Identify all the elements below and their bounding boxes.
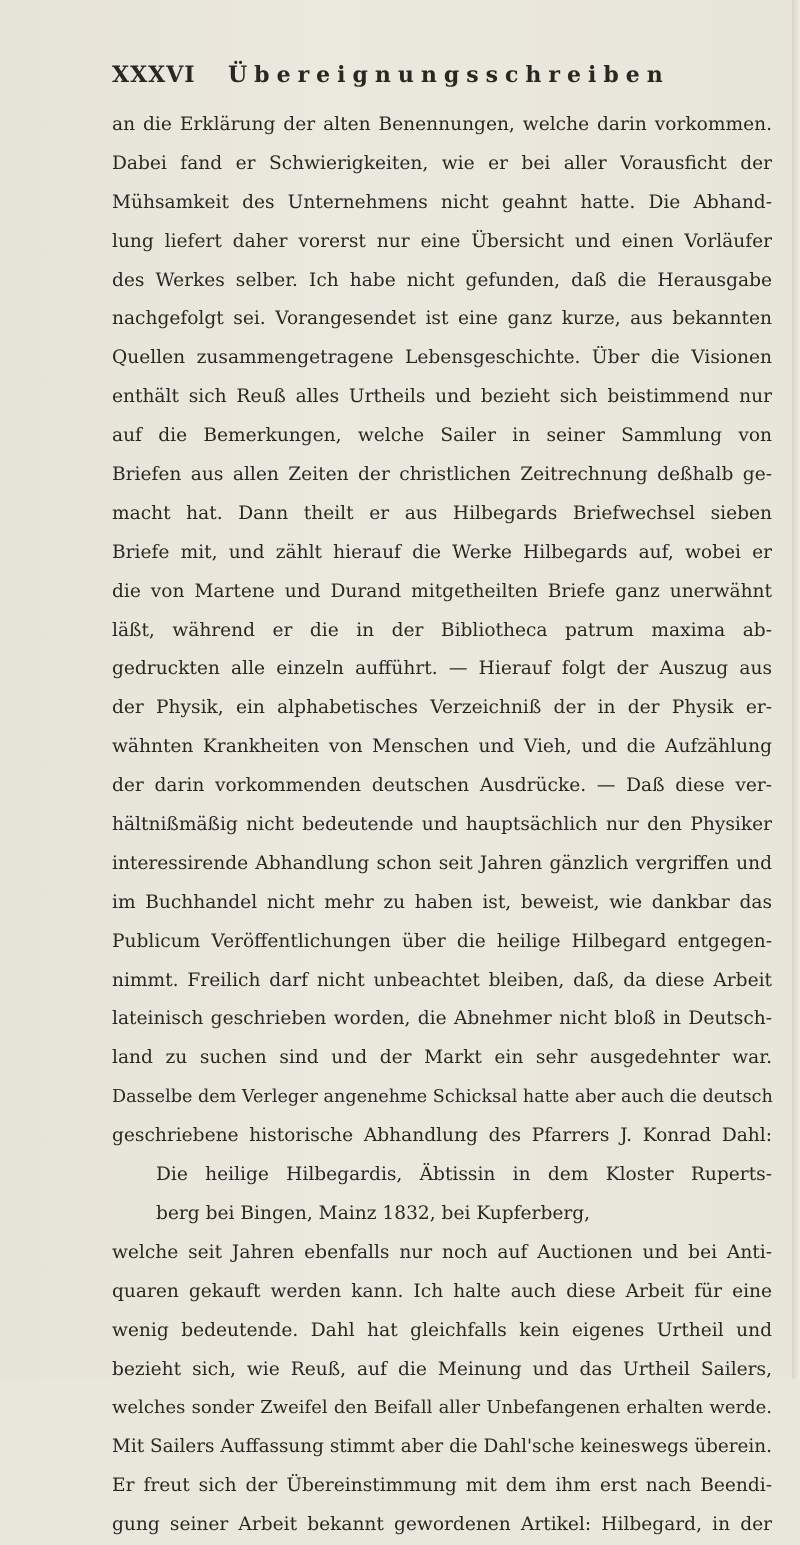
text-line: wenig bedeutende. Dahl hat gleichfalls kein eigenes Urtheil und [112,1319,772,1341]
text-line: lung liefert daher vorerst nur eine Übersicht und einen Vorläufer [112,230,772,252]
text-line: des Werkes selber. Ich habe nicht gefunden, daß die Herausgabe [112,269,772,291]
text-line: Dasselbe dem Verleger angenehme Schicksal hatte aber auch die deutsch [112,1087,773,1108]
page-edge [792,0,800,1379]
text-line: lateinisch geschrieben worden, die Abnehmer nicht bloß in Deutsch- [112,1008,772,1030]
text-line: Quellen zusammengetragene Lebensgeschichte. Über die Visionen [112,347,772,369]
text-line: Publicum Veröffentlichungen über die heilige Hilbegard entgegen- [112,930,772,952]
text-line: Mit Sailers Auffassung stimmt aber die Dahl'sche keineswegs überein. [112,1436,772,1458]
text-line: auf die Bemerkungen, welche Sailer in seiner Sammlung von [112,425,772,447]
text-line: nachgefolgt sei. Vorangesendet ist eine ganz kurze, aus bekannten [112,308,772,330]
text-line: land zu suchen sind und der Markt ein sehr ausgedehnter war. [112,1047,772,1069]
body-text [112,106,772,1545]
text-line: Briefen aus allen Zeiten der christlichen Zeitrechnung deßhalb ge- [112,464,772,486]
text-line: die von Martene und Durand mitgetheilten Briefe ganz unerwähnt [112,580,772,602]
text-line: Briefe mit, und zählt hierauf die Werke Hilbegards auf, wobei er [112,541,772,563]
text-line: macht hat. Dann theilt er aus Hilbegards Briefwechsel sieben [112,502,772,524]
text-line: welches sonder Zweifel den Beifall aller Unbefangenen erhalten werde. [112,1397,772,1419]
text-line: geschriebene historische Abhandlung des Pfarrers J. Konrad Dahl: [112,1125,772,1147]
text-line: Er freut sich der Übereinstimmung mit dem ihm erst nach Beendi- [112,1475,772,1497]
text-line: der darin vorkommenden deutschen Ausdrücke. — Daß diese ver- [112,775,772,797]
text-line: hältnißmäßig nicht bedeutende und hauptsächlich nur den Physiker [112,814,772,836]
text-line: wähnten Krankheiten von Menschen und Vieh, und die Aufzählung [112,736,772,758]
text-line: gung seiner Arbeit bekannt gewordenen Artikel: Hilbegard, in der [112,1514,772,1536]
text-line: bezieht sich, wie Reuß, auf die Meinung und das Urtheil Sailers, [112,1358,772,1380]
text-line: enthält sich Reuß alles Urtheils und bezieht sich beistimmend nur [112,386,772,408]
text-line: an die Erklärung der alten Benennungen, welche darin vorkommen. [112,114,772,135]
text-line: interessirende Abhandlung schon seit Jahren gänzlich vergriffen und [112,852,772,874]
running-header [112,62,772,92]
text-line: quaren gekauft werden kann. Ich halte auch diese Arbeit für eine [112,1280,772,1302]
running-title: Übereignungsschreiben [228,62,670,88]
text-line: gedruckten alle einzeln aufführt. — Hierauf folgt der Auszug aus [112,658,772,680]
text-line: Dabei fand er Schwierigkeiten, wie er bei aller Vorausficht der [112,152,772,174]
text-line: nimmt. Freilich darf nicht unbeachtet bleiben, daß, da diese Arbeit [112,969,772,991]
text-line-title: berg bei Bingen, Mainz 1832, bei Kupferberg, [156,1202,591,1224]
page-number: XXXVI [112,62,196,88]
text-line: im Buchhandel nicht mehr zu haben ist, beweist, wie dankbar das [112,891,772,913]
text-line: der Physik, ein alphabetisches Verzeichniß der in der Physik er- [112,697,772,719]
text-line: Mühsamkeit des Unternehmens nicht geahnt hatte. Die Abhand- [112,191,772,213]
text-line: welche seit Jahren ebenfalls nur noch auf Auctionen und bei Anti- [112,1241,772,1263]
text-line: läßt, während er die in der Bibliotheca patrum maxima ab- [112,619,772,641]
text-line-title: Die heilige Hilbegardis, Äbtissin in dem Kloster Ruperts- [156,1164,772,1186]
